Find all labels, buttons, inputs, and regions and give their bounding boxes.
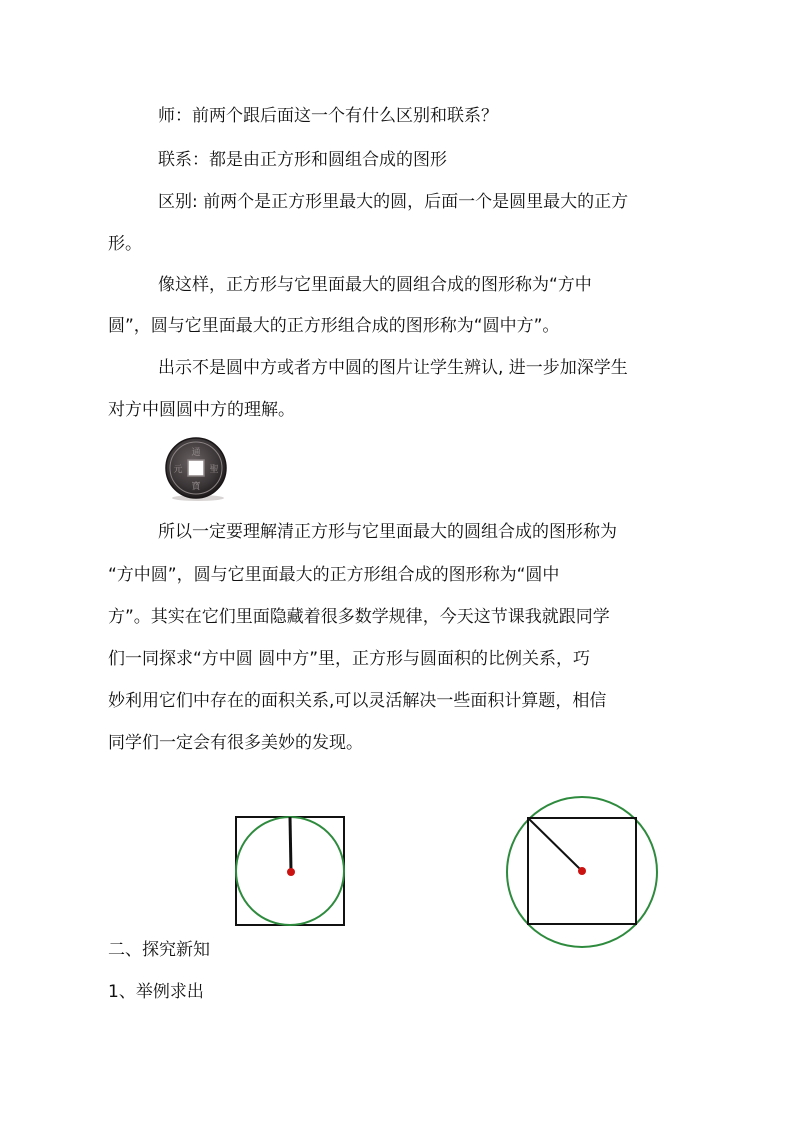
difference-line-2: 形。 bbox=[108, 234, 142, 254]
section-heading-explore: 二、探究新知 bbox=[108, 940, 210, 960]
svg-text:聖: 聖 bbox=[209, 465, 219, 475]
svg-text:寶: 寶 bbox=[191, 482, 201, 492]
radius-line bbox=[290, 817, 291, 871]
list-item-example: 1、举例求出 bbox=[108, 982, 204, 1002]
definition-line-1: 像这样，正方形与它里面最大的圆组合成的图形称为“方中 bbox=[158, 275, 592, 295]
ancient-coin-icon bbox=[162, 436, 230, 502]
summary-line-5: 妙利用它们中存在的面积关系,可以灵活解决一些面积计算题，相信 bbox=[108, 691, 607, 711]
half-diagonal-line bbox=[528, 818, 582, 871]
teacher-question: 师：前两个跟后面这一个有什么区别和联系？ bbox=[158, 106, 498, 126]
summary-line-4: 们一同探求“方中圆 圆中方”里，正方形与圆面积的比例关系，巧 bbox=[108, 649, 591, 669]
summary-line-3: 方”。其实在它们里面隐藏着很多数学规律，今天这节课我就跟同学 bbox=[108, 607, 610, 627]
identify-line-2: 对方中圆圆中方的理解。 bbox=[108, 400, 295, 420]
difference-line-1: 区别: 前两个是正方形里最大的圆，后面一个是圆里最大的正方 bbox=[158, 192, 629, 212]
summary-line-1: 所以一定要理解清正方形与它里面最大的圆组合成的图形称为 bbox=[158, 522, 617, 542]
svg-text:通: 通 bbox=[191, 448, 201, 458]
center-dot bbox=[287, 868, 295, 876]
circle-in-square-figure bbox=[234, 815, 348, 929]
square-in-circle-figure bbox=[504, 794, 662, 952]
center-dot bbox=[578, 867, 586, 875]
svg-text:元: 元 bbox=[173, 465, 183, 475]
summary-line-6: 同学们一定会有很多美妙的发现。 bbox=[108, 733, 363, 753]
definition-line-2: 圆”，圆与它里面最大的正方形组合成的图形称为“圆中方”。 bbox=[108, 316, 560, 336]
summary-line-2: “方中圆”，圆与它里面最大的正方形组合成的图形称为“圆中 bbox=[108, 565, 560, 585]
connection-text: 联系：都是由正方形和圆组合成的图形 bbox=[158, 150, 447, 170]
identify-line-1: 出示不是圆中方或者方中圆的图片让学生辨认, 进一步加深学生 bbox=[158, 358, 628, 378]
